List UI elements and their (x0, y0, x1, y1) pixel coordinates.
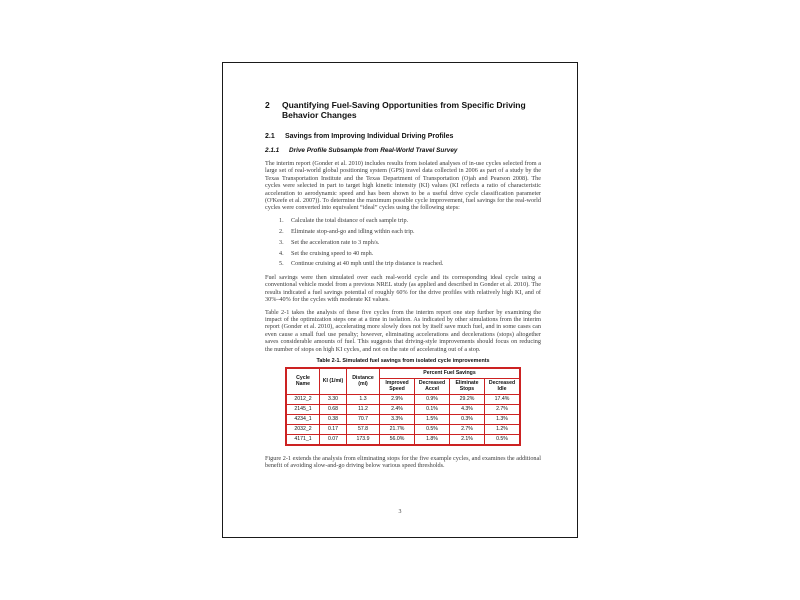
col-header-group-savings: Percent Fuel Savings (380, 368, 521, 379)
subsubsection-number: 2.1.1 (265, 147, 280, 154)
list-item-number: 1. (279, 216, 284, 224)
subsection-number: 2.1 (265, 133, 275, 140)
cell-ki: 3.30 (320, 394, 347, 404)
cell-improved-speed: 21.7% (380, 424, 415, 434)
list-item-text: Set the cruising speed to 40 mph. (291, 249, 374, 257)
cell-decreased-accel: 0.5% (415, 424, 450, 434)
cell-cycle-name: 2032_2 (286, 424, 320, 434)
col-header-eliminate-stops: Eliminate Stops (450, 378, 485, 394)
cell-decreased-accel: 1.8% (415, 434, 450, 445)
savings-table-header (286, 368, 520, 395)
list-item (279, 239, 541, 246)
savings-table (285, 367, 521, 446)
cell-cycle-name: 2145_1 (286, 404, 320, 414)
col-header-cycle-name: Cycle Name (286, 368, 320, 395)
cell-distance: 11.2 (347, 404, 380, 414)
col-header-decreased-accel: Decreased Accel (415, 378, 450, 394)
section-heading (265, 100, 541, 120)
paragraph-figure-note: Figure 2-1 extends the analysis from eliminating stops for the five example cycles, and examines the additional benefit of avoiding slow-and-go driving below various speed thresholds. (265, 454, 541, 470)
page-content (265, 100, 541, 475)
paragraph-comparison: Fuel savings were then simulated over each real-world cycle and its corresponding ideal cycle using a conventional vehicle model from a previous NREL study (as applied and described in Gonder et al. 2010). The results indicated a fuel savings potential of roughly 60% for the drive profiles with relatively high KI, and of 30%–40% for the cycles with moderate KI values. (265, 273, 541, 304)
list-item (279, 260, 541, 267)
cell-eliminate-stops: 2.1% (450, 434, 485, 445)
table-row (286, 424, 520, 434)
col-header-improved-speed: Improved Speed (380, 378, 415, 394)
paragraph-intro: The interim report (Gonder et al. 2010) includes results from isolated analyses of in-use cycles selected from a large set of real-world global positioning system (GPS) travel data collected in 2006 as part of a study by the Texas Transportation Institute and the Texas Department of Transportation (Ojah and Pearson 2008). The cycles were selected in part to target high kinetic intensity (KI) values (KI reflects a ratio of characteristic acceleration to aerodynamic speed and has been shown to be a useful drive cycle classification parameter (O'Keefe et al. 2007)). To determine the maximum possible cycle improvement, fuel savings for the real-world cycles were converted into equivalent “ideal” cycles using the following steps: (265, 160, 541, 212)
subsubsection-heading (265, 147, 541, 155)
subsection-heading (265, 132, 541, 141)
section-number: 2 (265, 100, 270, 110)
cell-decreased-idle: 1.2% (485, 424, 521, 434)
cell-cycle-name: 2012_2 (286, 394, 320, 404)
cell-ki: 0.07 (320, 434, 347, 445)
cell-ki: 0.68 (320, 404, 347, 414)
list-item (279, 250, 541, 257)
cell-improved-speed: 2.9% (380, 394, 415, 404)
list-item-text: Set the acceleration rate to 3 mph/s. (291, 238, 380, 246)
list-item-text: Eliminate stop-and-go and idling within each trip. (291, 227, 415, 235)
cell-eliminate-stops: 29.2% (450, 394, 485, 404)
list-item (279, 217, 541, 224)
cell-improved-speed: 3.3% (380, 414, 415, 424)
list-item-text: Calculate the total distance of each sample trip. (291, 216, 409, 224)
subsection-title: Savings from Improving Individual Driving Profiles (285, 133, 454, 140)
cell-cycle-name: 4171_1 (286, 434, 320, 445)
table-caption: Table 2-1. Simulated fuel savings from isolated cycle improvements (316, 357, 490, 364)
list-item-text: Continue cruising at 40 mph until the trip distance is reached. (291, 260, 444, 268)
cell-distance: 1.3 (347, 394, 380, 404)
paragraph-table-discussion: Table 2-1 takes the analysis of these five cycles from the interim report one step further by examining the impact of the optimization steps one at a time in isolation. As indicated by other simulations from the interim report (Gonder et al. 2010), accelerating more slowly does not by itself save much fuel, and in some cases can even cause a small fuel use penalty; however, eliminating accelerations and decelerations (stops) altogether saves considerable amounts of fuel. This suggests that driving-style improvements should focus on reducing the number of stops on high KI cycles, and not on the rate of accelerating out of a stop. (265, 308, 541, 353)
cell-ki: 0.17 (320, 424, 347, 434)
cell-distance: 173.9 (347, 434, 380, 445)
page-number: 3 (398, 509, 402, 515)
cell-decreased-accel: 1.5% (415, 414, 450, 424)
cell-distance: 57.8 (347, 424, 380, 434)
cell-improved-speed: 2.4% (380, 404, 415, 414)
table-row (286, 394, 520, 404)
cell-decreased-idle: 17.4% (485, 394, 521, 404)
col-header-distance: Distance (mi) (347, 368, 380, 395)
list-item-number: 4. (279, 249, 284, 257)
list-item-number: 5. (279, 260, 284, 268)
cell-improved-speed: 56.0% (380, 434, 415, 445)
cell-decreased-idle: 2.7% (485, 404, 521, 414)
cell-decreased-accel: 0.1% (415, 404, 450, 414)
table-row (286, 404, 520, 414)
cell-eliminate-stops: 4.3% (450, 404, 485, 414)
steps-list (279, 217, 541, 268)
list-item-number: 2. (279, 227, 284, 235)
list-item-number: 3. (279, 238, 284, 246)
cell-cycle-name: 4234_1 (286, 414, 320, 424)
list-item (279, 228, 541, 235)
col-header-decreased-idle: Decreased Idle (485, 378, 521, 394)
cell-distance: 70.7 (347, 414, 380, 424)
cell-ki: 0.38 (320, 414, 347, 424)
cell-decreased-accel: 0.9% (415, 394, 450, 404)
report-page (222, 62, 578, 538)
table-row (286, 414, 520, 424)
savings-table-body (286, 394, 520, 445)
cell-eliminate-stops: 0.3% (450, 414, 485, 424)
cell-eliminate-stops: 2.7% (450, 424, 485, 434)
cell-decreased-idle: 1.3% (485, 414, 521, 424)
col-header-ki: KI (1/mi) (320, 368, 347, 395)
cell-decreased-idle: 0.5% (485, 434, 521, 445)
section-title: Quantifying Fuel-Saving Opportunities from Specific Driving Behavior Changes (282, 100, 526, 120)
table-row (286, 434, 520, 445)
subsubsection-title: Drive Profile Subsample from Real-World Travel Survey (289, 147, 458, 154)
